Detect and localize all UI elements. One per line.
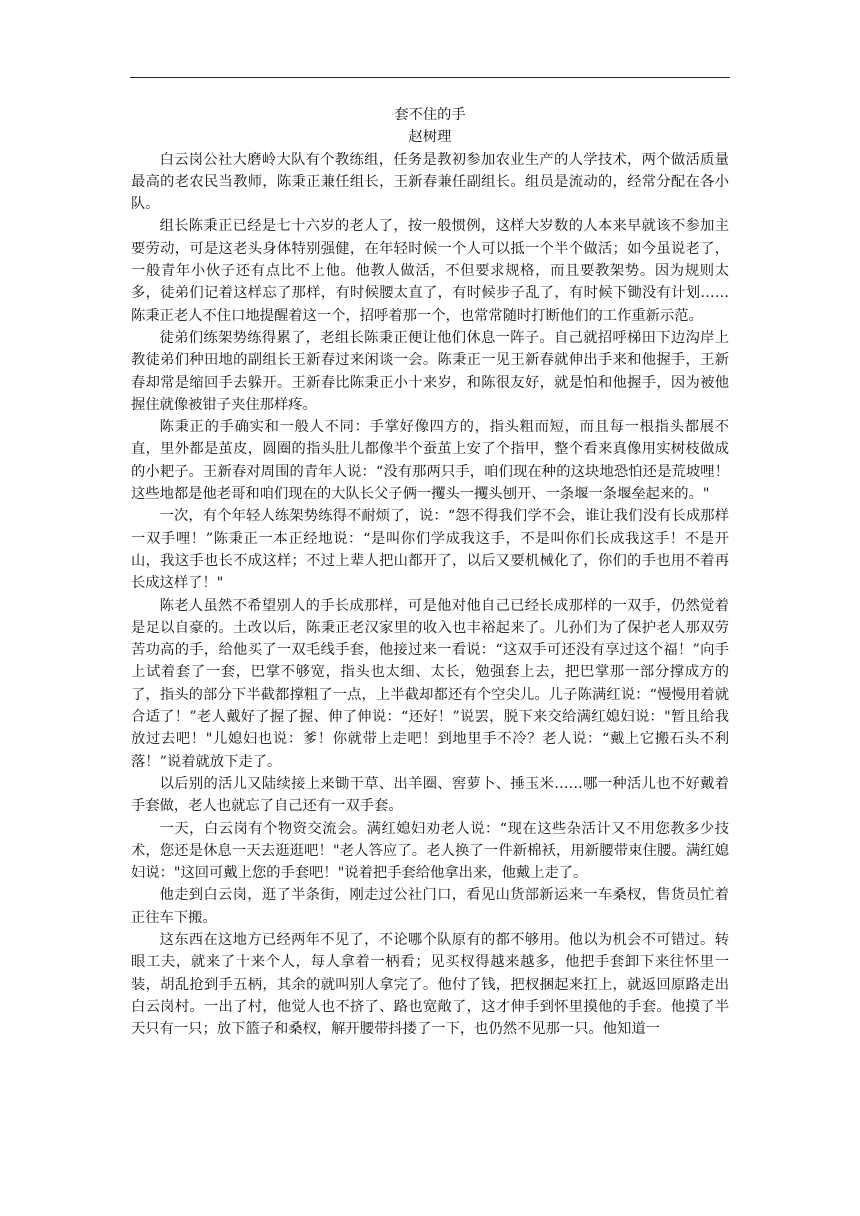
paragraph-9: 他走到白云岗，逛了半条街，刚走过公社门口，看见山货部新运来一车桑杈，售货员忙着正往车下搬。	[131, 887, 729, 926]
paragraph-5: 一次，有个年轻人练架势练得不耐烦了，说：“怨不得我们学不会，谁让我们没有长成那样一双手哩！”陈秉正一本正经地说：“是叫你们学成我这手，不是叫你们长成我这手！不是开山，我这手也长不成这样；不过上辈人把山都开了，以后又要机械化了，你们的手也用不着再长成这样了！"	[131, 508, 729, 592]
article-author: 赵树理	[408, 129, 452, 146]
article-title: 套不住的手	[394, 107, 466, 123]
paragraph-8: 一天，白云岗有个物资交流会。满红媳妇劝老人说：“现在这些杂活计又不用您教多少技术，您还是休息一天去逛逛吧！"老人答应了。老人换了一件新棉袄，用新腰带束住腰。满红媳妇说："这回可戴上您的手套吧！"说着把手套给他拿出来，他戴上走了。	[131, 820, 729, 882]
paragraph-6: 陈老人虽然不希望别人的手长成那样，可是他对他自己已经长成那样的一双手，仍然觉着是足以自豪的。土改以后，陈秉正老汉家里的收入也丰裕起来了。儿孙们为了保护老人那双劳苦功高的手，给他买了一双毛线手套，他接过来一看说：“这双手可还没有享过这个福！”向手上试着套了一套，巴掌不够宽，指头也太细、太长，勉强套上去，把巴掌那一部分撑成方的了，指头的部分下半截都撑粗了一点，上半截却都还有个空尖儿。儿子陈满红说：“慢慢用着就合适了！”老人戴好了握了握、伸了伸说：“还好！”说罢，脱下来交给满红媳妇说："暂且给我放过去吧！"儿媳妇也说：爹！你就带上走吧！到地里手不冷？老人说：“戴上它搬石头不利落！”说着就放下走了。	[131, 597, 729, 770]
paragraph-2: 组长陈秉正已经是七十六岁的老人了，按一般惯例，这样大岁数的人本来早就该不参加主要劳动，可是这老头身体特别强健，在年轻时候一个人可以抵一个半个做活；如今虽说老了，一般青年小伙子还有点比不上他。他教人做活，不但要求规格，而且要教架势。因为规则太多，徒弟们记着这样忘了那样，有时候腰太直了，有时候步子乱了，有时候下锄没有计划……陈秉正老人不住口地提醒着这一个，招呼着那一个，也常常随时打断他们的工作重新示范。	[131, 218, 729, 324]
header-rule	[130, 77, 730, 78]
article	[131, 104, 729, 1040]
paragraph-4: 陈秉正的手确实和一般人不同：手掌好像四方的，指头粗而短，而且每一根指头都展不直，里外都是茧皮，圆圈的指头肚儿都像半个蚕茧上安了个指甲，整个看来真像用实树枝做成的小耙子。王新春对周围的青年人说：“没有那两只手，咱们现在种的这块地恐怕还是荒坡哩！这些地都是他老哥和咱们现在的大队长父子俩一攫头一攫头刨开、一条堰一条堰垒起来的。"	[131, 419, 729, 503]
paragraph-1: 白云岗公社大磨岭大队有个教练组，任务是教初参加农业生产的人学技术，两个做活质量最高的老农民当教师，陈秉正兼任组长，王新春兼任副组长。组员是流动的，经常分配在各小队。	[131, 151, 729, 213]
paragraph-7: 以后别的活儿又陆续接上来锄干草、出羊圈、窖萝卜、捶玉米……哪一种活儿也不好戴着手套做，老人也就忘了自己还有一双手套。	[131, 775, 729, 815]
paragraph-10: 这东西在这地方已经两年不见了，不论哪个队原有的都不够用。他以为机会不可错过。转眼工夫，就来了十来个人，每人拿着一柄看；见买杈得越来越多，他把手套卸下来往怀里一装，胡乱抢到手五柄，其余的就叫别人拿完了。他付了钱，把杈捆起来扛上，就返回原路走出白云岗村。一出了村，他觉人也不挤了、路也宽敞了，这才伸手到怀里摸他的手套。他摸了半天只有一只；放下篮子和桑杈，解开腰带抖搂了一下，也仍然不见那一只。他知道一	[131, 931, 729, 1038]
paragraph-3: 徒弟们练架势练得累了，老组长陈秉正便让他们休息一阵子。自己就招呼梯田下边沟岸上教徒弟们种田地的副组长王新春过来闲谈一会。陈秉正一见王新春就伸出手来和他握手，王新春却常是缩回手去躲开。王新春比陈秉正小十来岁，和陈很友好，就是怕和他握手，因为被他握住就像被钳子夹住那样疼。	[131, 329, 729, 413]
